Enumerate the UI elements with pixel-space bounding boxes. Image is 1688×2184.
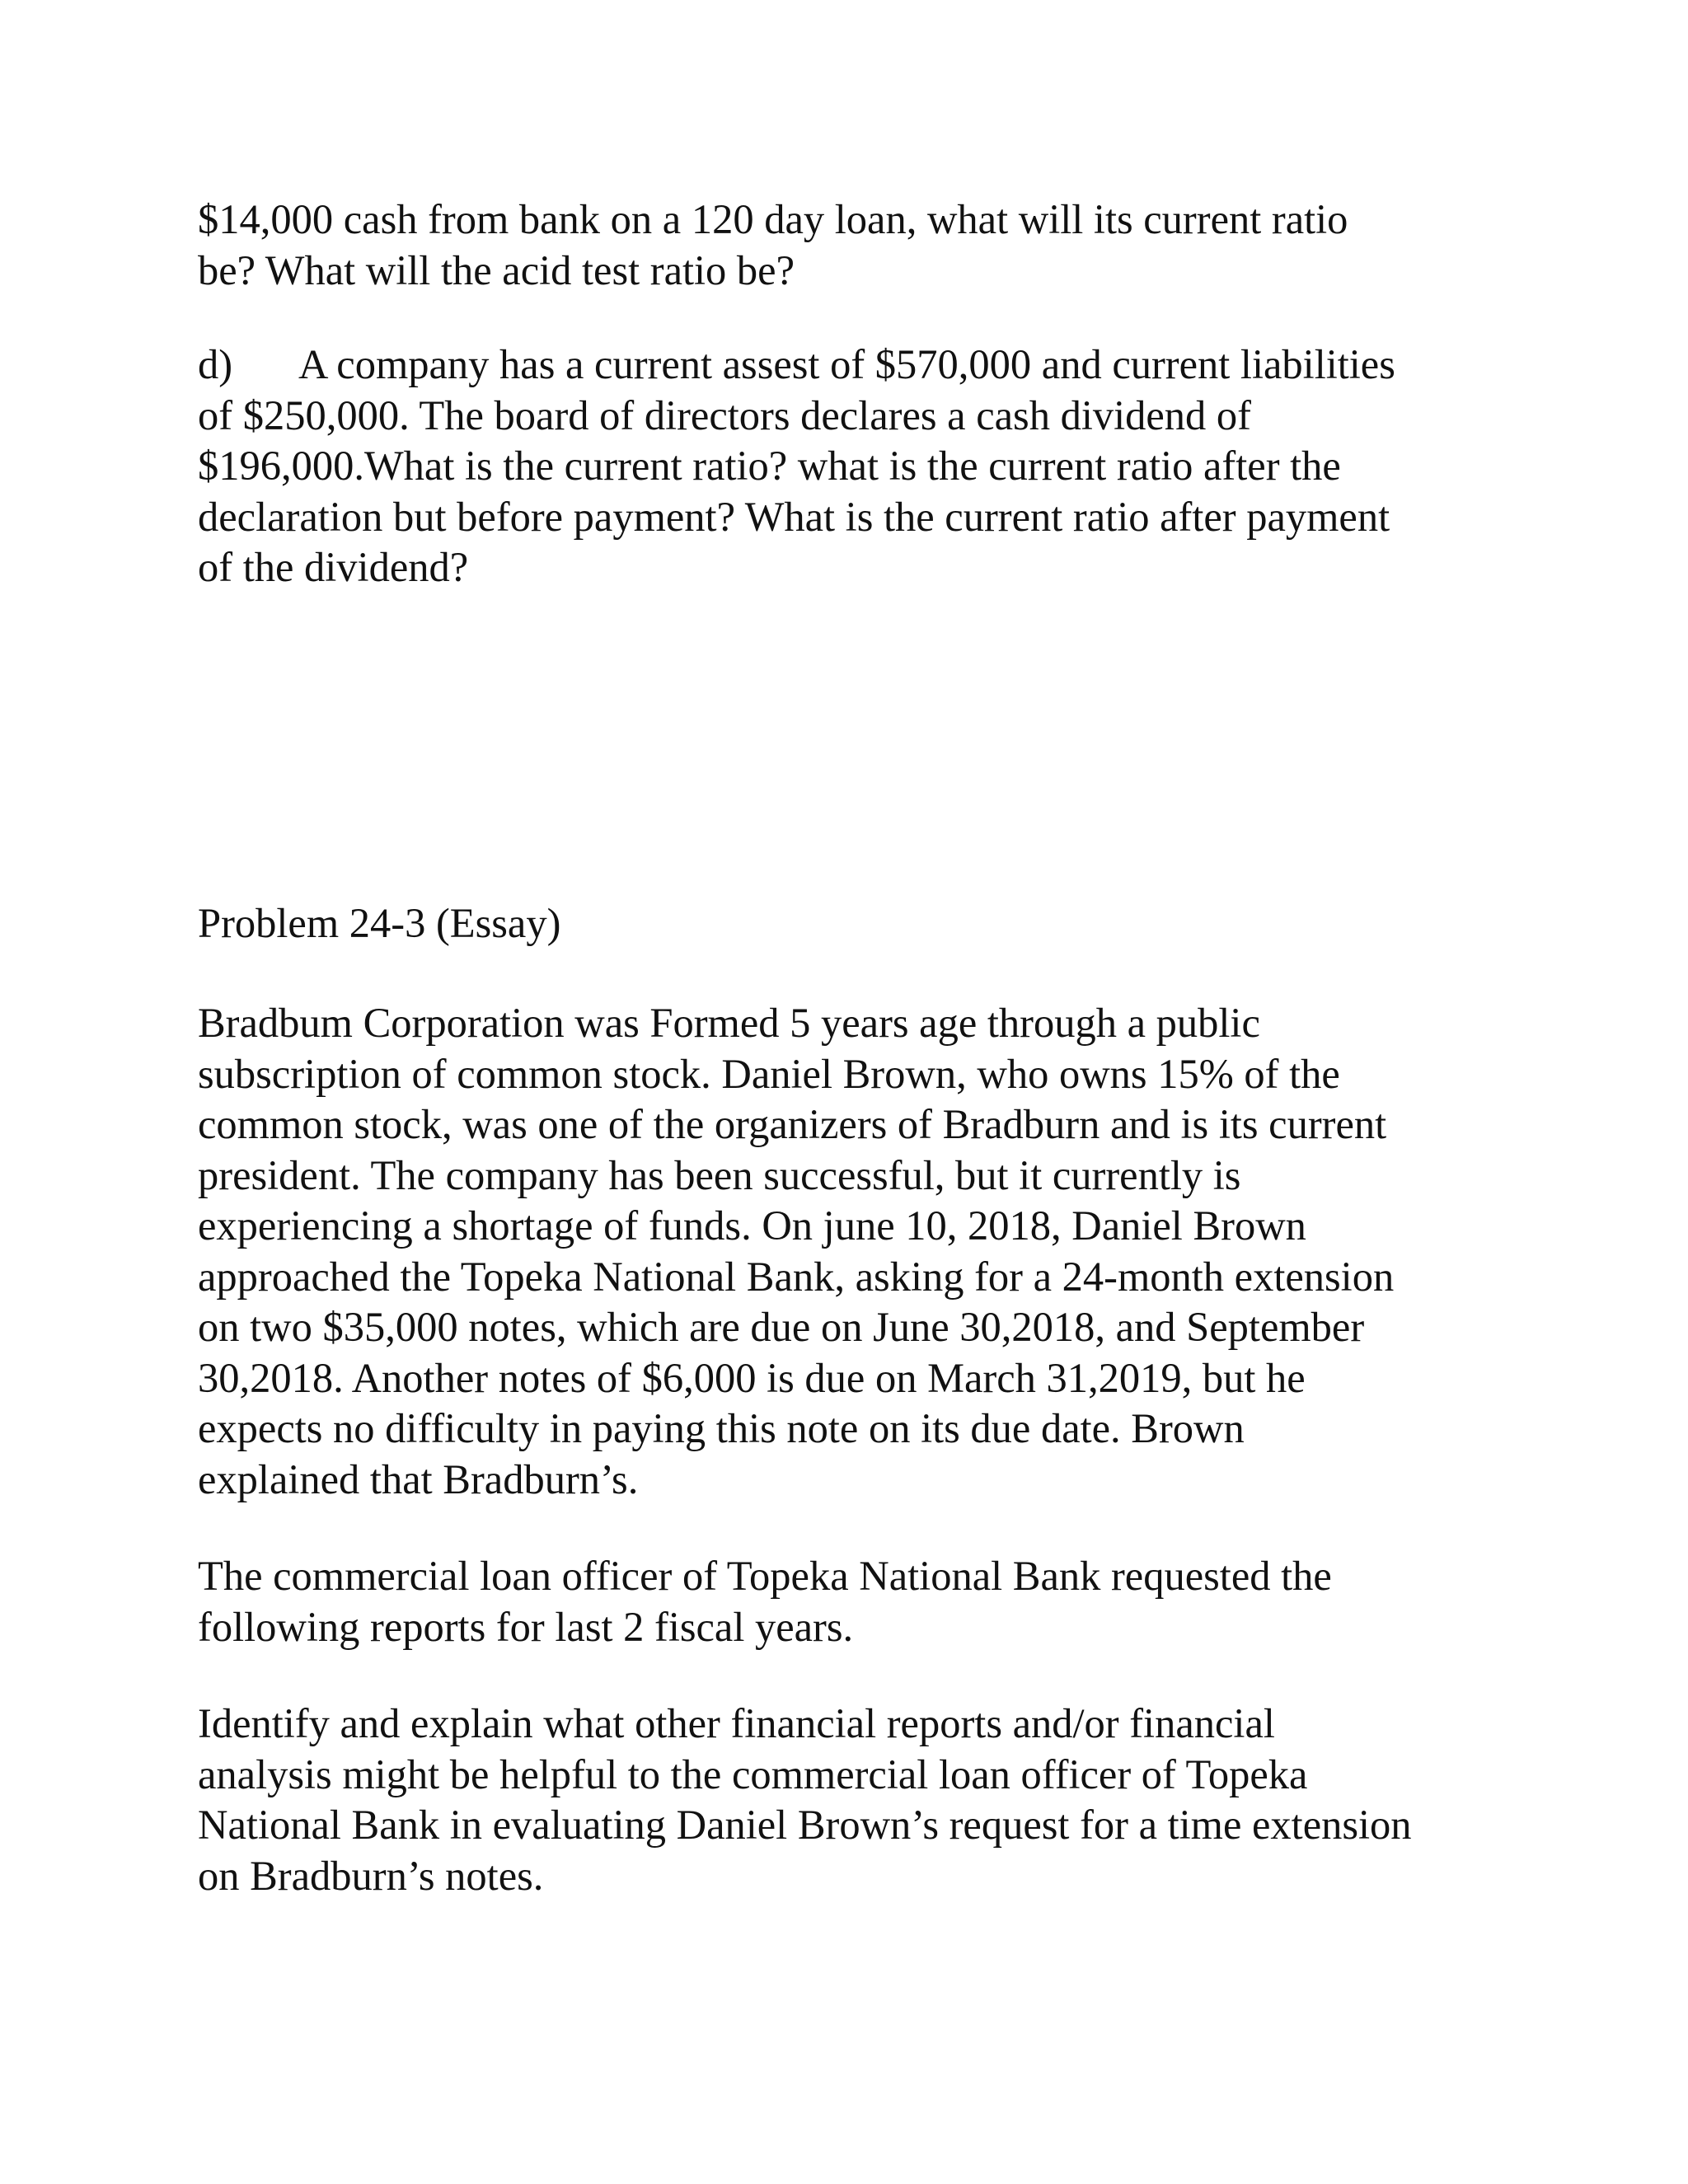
problem-title: Problem 24-3 (Essay) [198, 899, 561, 946]
item-d-label: d) [198, 341, 233, 387]
essay-paragraph-3: Identify and explain what other financial reports and/or financial analysis might be helpful to the commercial loan officer of Topeka National Bank in evaluating Daniel Brown’s request for a time extension on Bradburn’s notes. [198, 1700, 1412, 1899]
item-d-text: A company has a current assest of $570,000 and current liabilities of $250,000. The board of directors declares a cash dividend of $196,000.What is the current ratio? what is the current ratio after the declaration but before payment? What is the current ratio after payment of the dividend? [198, 341, 1395, 590]
essay-paragraph-2: The commercial loan officer of Topeka National Bank requested the following reports for last 2 fiscal years. [198, 1553, 1332, 1650]
document-body [198, 194, 1508, 1901]
question-item-d [198, 340, 1508, 593]
continuation-paragraph: $14,000 cash from bank on a 120 day loan, what will its current ratio be? What will the acid test ratio be? [198, 196, 1348, 293]
essay-paragraph-1: Bradbum Corporation was Formed 5 years age through a public subscription of common stock. Daniel Brown, who owns 15% of the common stock, was one of the organizers of Bradburn and is its current president. The company has been successful, but it currently is experiencing a shortage of funds. On june 10, 2018, Daniel Brown approached the Topeka National Bank, asking for a 24-month extension on two $35,000 notes, which are due on June 30,2018, and September 30,2018. Another notes of $6,000 is due on March 31,2019, but he expects no difficulty in paying this note on its due date. Brown explained that Bradburn’s. [198, 1000, 1395, 1502]
